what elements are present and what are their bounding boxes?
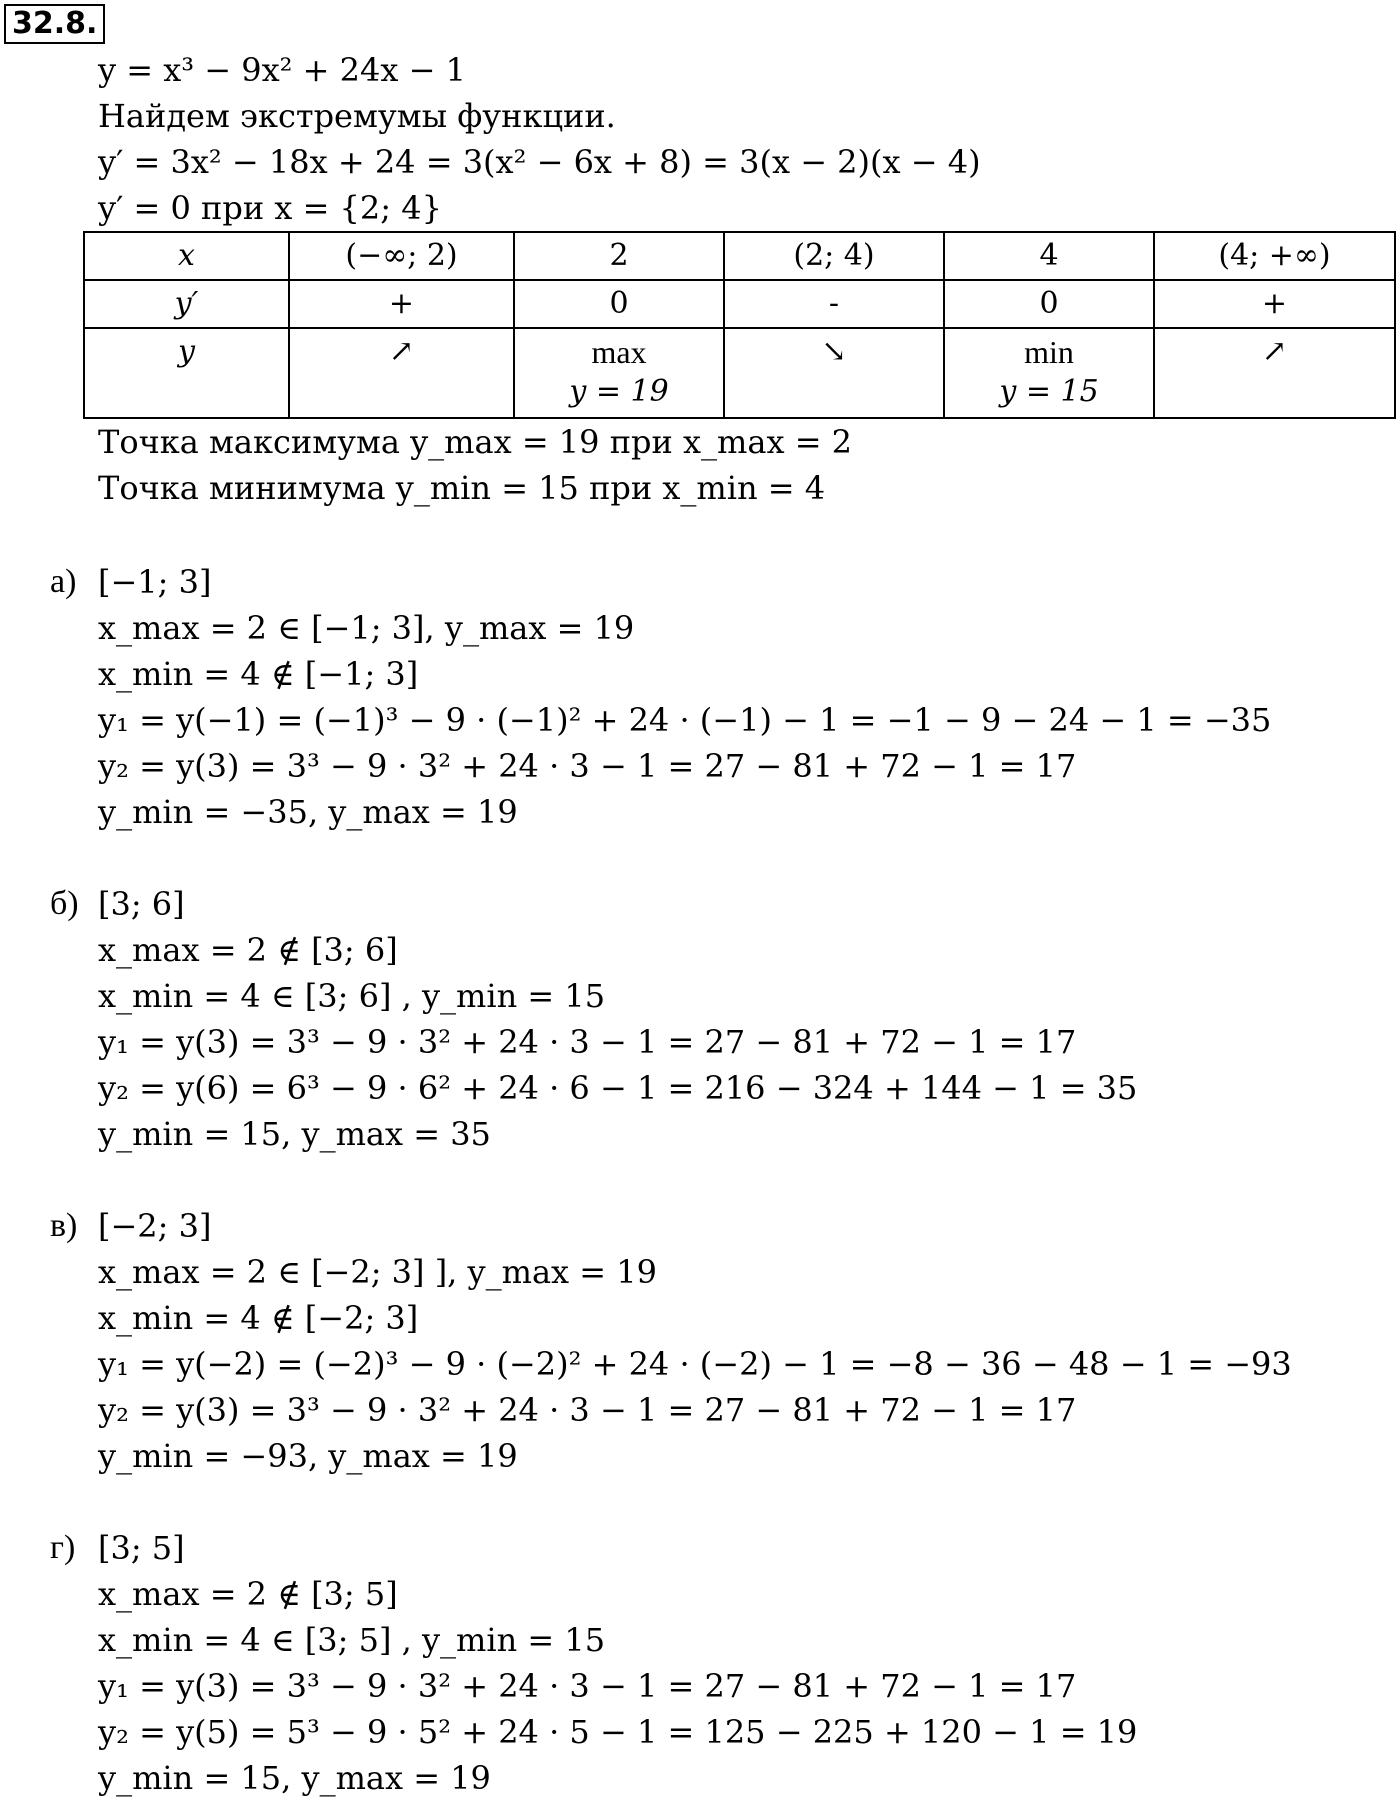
part-line: x_max = 2 ∈ [−2; 3] ], y_max = 19 <box>98 1253 657 1291</box>
part-line: x_max = 2 ∉ [3; 5] <box>98 1575 398 1613</box>
table-cell-min <box>944 328 1154 418</box>
min-value: y = 15 <box>999 374 1099 409</box>
part-line: y₁ = y(3) = 3³ − 9 · 3² + 24 · 3 − 1 = 27 − 81 + 72 − 1 = 17 <box>98 1023 1077 1061</box>
part-label-d: г) <box>50 1529 76 1566</box>
table-cell: y′ <box>84 280 289 328</box>
min-point-text: Точка минимума y_min = 15 при x_min = 4 <box>98 469 826 507</box>
function-formula: y = x³ − 9x² + 24x − 1 <box>98 51 466 89</box>
part-line: y_min = 15, y_max = 19 <box>98 1759 491 1797</box>
table-cell: 2 <box>514 232 724 280</box>
part-label-c: в) <box>50 1207 78 1244</box>
part-line: y₂ = y(6) = 6³ − 9 · 6² + 24 · 6 − 1 = 216 − 324 + 144 − 1 = 35 <box>98 1069 1138 1107</box>
part-line: y₂ = y(3) = 3³ − 9 · 3² + 24 · 3 − 1 = 27 − 81 + 72 − 1 = 17 <box>98 1391 1077 1429</box>
table-row <box>84 328 1395 418</box>
find-extrema-text: Найдем экстремумы функции. <box>98 97 616 135</box>
part-line: y₂ = y(5) = 5³ − 9 · 5² + 24 · 5 − 1 = 125 − 225 + 120 − 1 = 19 <box>98 1713 1138 1751</box>
part-line: x_min = 4 ∈ [3; 5] , y_min = 15 <box>98 1621 606 1659</box>
part-interval-d: [3; 5] <box>98 1529 185 1567</box>
max-point-text: Точка максимума y_max = 19 при x_max = 2 <box>98 423 853 461</box>
increasing-arrow-icon: ↗ <box>289 328 514 418</box>
sign-table <box>83 231 1396 419</box>
part-line: x_min = 4 ∉ [−2; 3] <box>98 1299 419 1337</box>
part-line: x_min = 4 ∈ [3; 6] , y_min = 15 <box>98 977 606 1015</box>
part-line: y₁ = y(3) = 3³ − 9 · 3² + 24 · 3 − 1 = 27 − 81 + 72 − 1 = 17 <box>98 1667 1077 1705</box>
problem-number: 32.8. <box>4 4 105 44</box>
part-line: y₁ = y(−2) = (−2)³ − 9 · (−2)² + 24 · (−2) − 1 = −8 − 36 − 48 − 1 = −93 <box>98 1345 1292 1383</box>
table-cell: (2; 4) <box>724 232 944 280</box>
derivative-zeros: y′ = 0 при x = {2; 4} <box>98 189 442 227</box>
part-interval-b: [3; 6] <box>98 885 185 923</box>
min-label: min <box>1024 334 1074 370</box>
table-row <box>84 280 1395 328</box>
part-line: y_min = −93, y_max = 19 <box>98 1437 518 1475</box>
table-cell: (−∞; 2) <box>289 232 514 280</box>
part-line: y_min = 15, y_max = 35 <box>98 1115 491 1153</box>
increasing-arrow-icon: ↗ <box>1154 328 1395 418</box>
part-interval-c: [−2; 3] <box>98 1207 212 1245</box>
max-label: max <box>591 334 647 370</box>
table-cell: 0 <box>944 280 1154 328</box>
part-line: x_max = 2 ∈ [−1; 3], y_max = 19 <box>98 609 635 647</box>
part-line: y₂ = y(3) = 3³ − 9 · 3² + 24 · 3 − 1 = 27 − 81 + 72 − 1 = 17 <box>98 747 1077 785</box>
table-cell: + <box>289 280 514 328</box>
part-line: y_min = −35, y_max = 19 <box>98 793 518 831</box>
part-label-a: а) <box>50 563 77 600</box>
table-cell: 0 <box>514 280 724 328</box>
table-cell: y <box>84 328 289 418</box>
table-cell: + <box>1154 280 1395 328</box>
max-value: y = 19 <box>569 374 669 409</box>
part-line: x_max = 2 ∉ [3; 6] <box>98 931 398 969</box>
part-label-b: б) <box>50 885 79 922</box>
table-row <box>84 232 1395 280</box>
part-line: x_min = 4 ∉ [−1; 3] <box>98 655 419 693</box>
table-cell: - <box>724 280 944 328</box>
decreasing-arrow-icon: ↘ <box>724 328 944 418</box>
part-line: y₁ = y(−1) = (−1)³ − 9 · (−1)² + 24 · (−1) − 1 = −1 − 9 − 24 − 1 = −35 <box>98 701 1272 739</box>
table-cell-max <box>514 328 724 418</box>
part-interval-a: [−1; 3] <box>98 563 212 601</box>
table-cell: x <box>84 232 289 280</box>
derivative-formula: y′ = 3x² − 18x + 24 = 3(x² − 6x + 8) = 3(x − 2)(x − 4) <box>98 143 981 181</box>
table-cell: (4; +∞) <box>1154 232 1395 280</box>
table-cell: 4 <box>944 232 1154 280</box>
